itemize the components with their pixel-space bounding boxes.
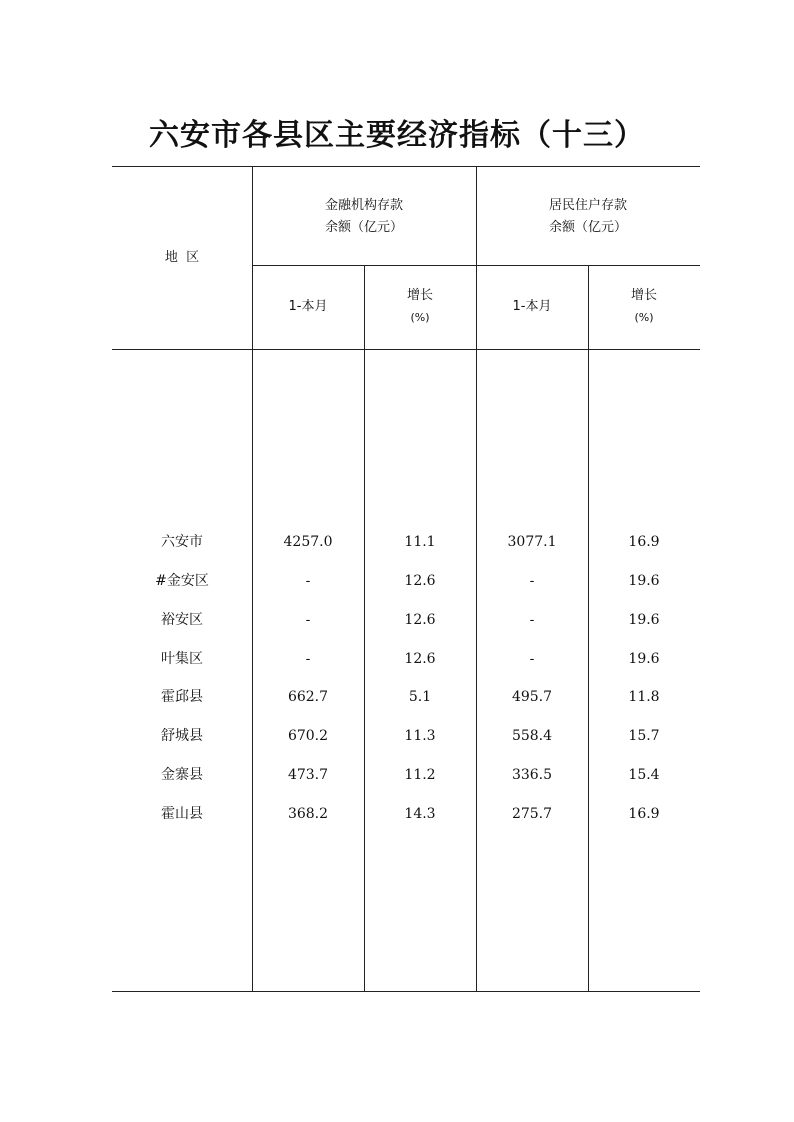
table-row — [112, 678, 700, 717]
cell-region: 霍邱县 — [161, 689, 203, 705]
header-region: 地 区 — [164, 250, 200, 265]
cell-region: 叶集区 — [161, 651, 203, 667]
cell-region: #金安区 — [155, 573, 209, 589]
cell-res-growth: 19.6 — [628, 651, 660, 667]
cell-fin-balance: 662.7 — [287, 689, 329, 705]
cell-fin-balance: 4257.0 — [283, 534, 333, 550]
header-period-2: 1-本月 — [512, 299, 552, 314]
header-group-financial-deposits: 金融机构存款 余额（亿元） — [324, 198, 403, 235]
cell-res-growth: 11.8 — [628, 689, 660, 705]
table-row — [112, 640, 700, 679]
cell-fin-growth: 11.3 — [404, 728, 436, 744]
table-row — [112, 523, 700, 562]
table-row — [112, 795, 700, 834]
header-group-resident-deposits: 居民住户存款 余额（亿元） — [548, 198, 627, 235]
table-row — [112, 756, 700, 795]
table-row — [112, 562, 700, 601]
cell-res-growth: 16.9 — [628, 534, 660, 550]
cell-fin-balance: 473.7 — [287, 767, 329, 783]
cell-res-growth: 15.7 — [628, 728, 660, 744]
cell-res-balance: 495.7 — [511, 689, 553, 705]
cell-region: 裕安区 — [161, 612, 203, 628]
cell-region: 金寨县 — [161, 767, 203, 783]
cell-region: 霍山县 — [161, 806, 203, 822]
cell-fin-balance: 670.2 — [287, 728, 329, 744]
cell-res-balance: 336.5 — [511, 767, 553, 783]
cell-res-balance: 275.7 — [511, 806, 553, 822]
cell-fin-growth: 11.1 — [404, 534, 436, 550]
cell-fin-balance: 368.2 — [287, 806, 329, 822]
cell-fin-growth: 14.3 — [404, 806, 436, 822]
cell-fin-growth: 11.2 — [404, 767, 436, 783]
cell-region: 舒城县 — [161, 728, 203, 744]
cell-res-balance: 558.4 — [511, 728, 553, 744]
cell-region: 六安市 — [161, 534, 203, 550]
header-divider — [252, 265, 700, 266]
cell-res-balance: 3077.1 — [507, 534, 557, 550]
cell-fin-growth: 12.6 — [404, 573, 436, 589]
header-growth-2: 增长 (%) — [630, 288, 657, 324]
cell-fin-growth: 5.1 — [408, 689, 432, 705]
cell-fin-growth: 12.6 — [404, 612, 436, 628]
header-period-1: 1-本月 — [288, 299, 328, 314]
table-row — [112, 601, 700, 640]
cell-fin-balance: - — [305, 651, 311, 667]
cell-res-growth: 15.4 — [628, 767, 660, 783]
cell-res-growth: 16.9 — [628, 806, 660, 822]
page-title: 六安市各县区主要经济指标（十三） — [149, 118, 645, 153]
table-row — [112, 717, 700, 756]
cell-res-balance: - — [529, 612, 535, 628]
cell-fin-balance: - — [305, 573, 311, 589]
cell-res-balance: - — [529, 573, 535, 589]
header-growth-1: 增长 (%) — [406, 288, 433, 324]
cell-fin-balance: - — [305, 612, 311, 628]
header-bottom-rule — [112, 349, 700, 350]
data-table — [112, 166, 700, 992]
cell-res-balance: - — [529, 651, 535, 667]
cell-fin-growth: 12.6 — [404, 651, 436, 667]
cell-res-growth: 19.6 — [628, 612, 660, 628]
cell-res-growth: 19.6 — [628, 573, 660, 589]
